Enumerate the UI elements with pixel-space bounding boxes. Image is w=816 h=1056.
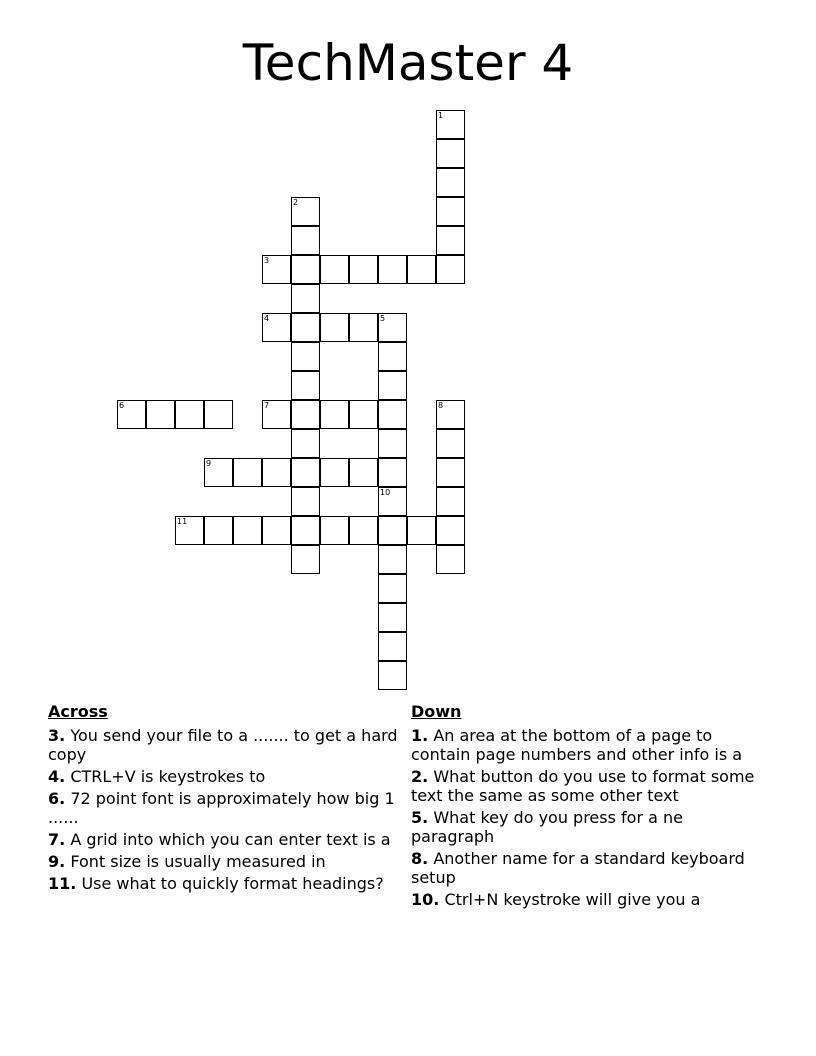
clue-down-5 [411,808,761,846]
grid-cell[interactable] [146,400,175,429]
clue-text: Another name for a standard keyboard setup [411,849,745,887]
cell-number: 4 [264,314,270,323]
grid-cell[interactable] [378,603,407,632]
grid-cell[interactable] [291,313,320,342]
clue-text: An area at the bottom of a page to contain page numbers and other info is a [411,726,743,764]
grid-cell[interactable] [436,110,465,139]
clue-across-7 [48,830,398,849]
grid-cell[interactable] [349,313,378,342]
clue-across-4 [48,767,398,786]
grid-cell[interactable] [262,458,291,487]
across-heading: Across [48,702,108,721]
clue-number: 5. [411,808,429,827]
clue-across-6 [48,789,398,827]
clue-text: 72 point font is approximately how big 1 ...... [48,789,395,827]
grid-cell[interactable] [320,400,349,429]
grid-cell[interactable] [436,545,465,574]
grid-cell[interactable] [204,516,233,545]
grid-cell[interactable] [291,371,320,400]
grid-cell[interactable] [291,197,320,226]
clue-number: 11. [48,874,77,893]
puzzle-title: TechMaster 4 [242,34,574,92]
grid-cell[interactable] [436,400,465,429]
cell-number: 3 [264,256,270,265]
clue-across-3 [48,726,398,764]
grid-cell[interactable] [349,458,378,487]
grid-cell[interactable] [262,516,291,545]
grid-cell[interactable] [291,400,320,429]
grid-cell[interactable] [291,429,320,458]
clue-text: What button do you use to format some text the same as some other text [411,767,755,805]
grid-cell[interactable] [407,255,436,284]
grid-cell[interactable] [320,516,349,545]
grid-cell[interactable] [291,516,320,545]
clue-text: Ctrl+N keystroke will give you a [444,890,701,909]
clue-text: You send your file to a ....... to get a hard copy [48,726,398,764]
grid-cell[interactable] [436,139,465,168]
grid-cell[interactable] [378,632,407,661]
grid-cell[interactable] [436,255,465,284]
grid-cell[interactable] [291,284,320,313]
grid-cell[interactable] [436,458,465,487]
clue-number: 3. [48,726,66,745]
clue-text: CTRL+V is keystrokes to [70,767,266,786]
grid-cell[interactable] [436,226,465,255]
cell-number: 6 [119,401,125,410]
grid-cell[interactable] [378,429,407,458]
grid-cell[interactable] [233,458,262,487]
clue-down-10 [411,890,761,909]
clue-number: 1. [411,726,429,745]
grid-cell[interactable] [291,226,320,255]
grid-cell[interactable] [175,516,204,545]
grid-cell[interactable] [320,458,349,487]
cell-number: 2 [293,198,299,207]
grid-cell[interactable] [262,400,291,429]
clue-number: 6. [48,789,66,808]
grid-cell[interactable] [320,313,349,342]
grid-cell[interactable] [291,545,320,574]
down-heading: Down [411,702,462,721]
across-clues [48,702,398,896]
clue-down-2 [411,767,761,805]
down-clues [411,702,761,912]
clue-text: Use what to quickly format headings? [81,874,384,893]
clue-text: A grid into which you can enter text is a [70,830,391,849]
cell-number: 8 [438,401,444,410]
clue-number: 7. [48,830,66,849]
grid-cell[interactable] [378,487,407,516]
cell-number: 9 [206,459,212,468]
grid-cell[interactable] [320,255,349,284]
grid-cell[interactable] [349,255,378,284]
cell-number: 11 [177,517,188,526]
grid-cell[interactable] [291,342,320,371]
grid-cell[interactable] [436,168,465,197]
clue-number: 8. [411,849,429,868]
clue-down-8 [411,849,761,887]
clue-across-9 [48,852,398,871]
grid-cell[interactable] [378,400,407,429]
clue-number: 2. [411,767,429,786]
grid-cell[interactable] [175,400,204,429]
grid-cell[interactable] [204,458,233,487]
grid-cell[interactable] [378,458,407,487]
grid-cell[interactable] [349,400,378,429]
clue-number: 9. [48,852,66,871]
grid-cell[interactable] [233,516,262,545]
grid-cell[interactable] [378,661,407,690]
grid-cell[interactable] [436,197,465,226]
grid-cell[interactable] [378,516,407,545]
grid-cell[interactable] [349,516,378,545]
grid-cell[interactable] [262,255,291,284]
grid-cell[interactable] [117,400,146,429]
clue-number: 10. [411,890,440,909]
grid-cell[interactable] [262,313,291,342]
clue-number: 4. [48,767,66,786]
grid-cell[interactable] [378,342,407,371]
grid-cell[interactable] [436,429,465,458]
grid-cell[interactable] [378,371,407,400]
grid-cell[interactable] [378,313,407,342]
grid-cell[interactable] [436,487,465,516]
cell-number: 1 [438,111,444,120]
grid-cell[interactable] [204,400,233,429]
clue-across-11 [48,874,398,893]
clue-text: What key do you press for a ne paragraph [411,808,683,846]
grid-cell[interactable] [291,487,320,516]
clue-text: Font size is usually measured in [70,852,326,871]
grid-cell[interactable] [378,255,407,284]
cell-number: 7 [264,401,270,410]
cell-number: 10 [380,488,391,497]
clue-down-1 [411,726,761,764]
grid-cell[interactable] [291,255,320,284]
grid-cell[interactable] [407,516,436,545]
cell-number: 5 [380,314,386,323]
grid-cell[interactable] [436,516,465,545]
grid-cell[interactable] [378,574,407,603]
grid-cell[interactable] [378,545,407,574]
grid-cell[interactable] [291,458,320,487]
